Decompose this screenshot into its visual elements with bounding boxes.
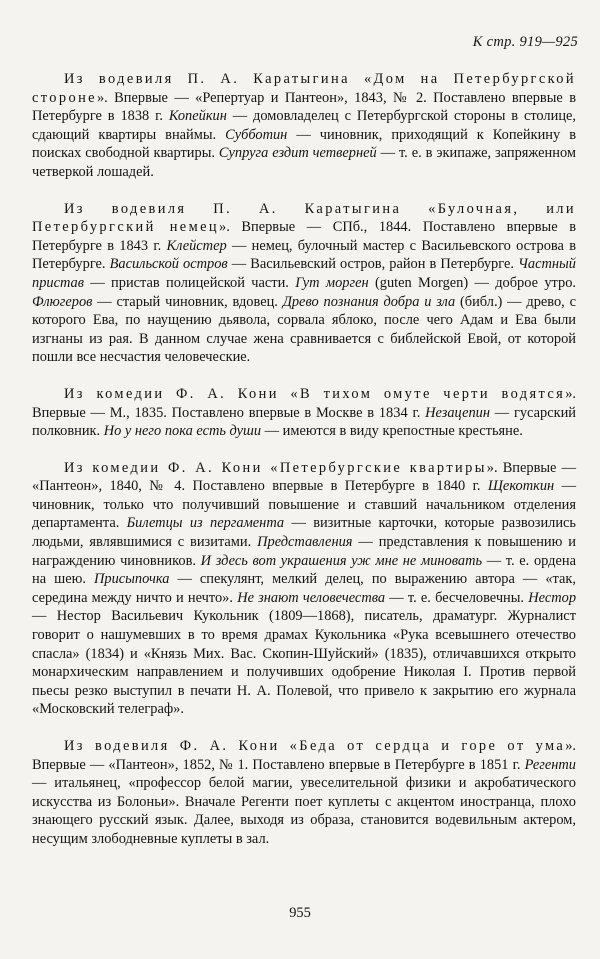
spaced-title: Из водевиля П. А. Каратыгина « (64, 71, 374, 87)
spaced-title: Из комедии Ф. А. Кони « (64, 459, 280, 476)
page-reference-header: К стр. 919—925 (472, 34, 578, 50)
italic-term: Супруга ездит четверней (218, 145, 377, 162)
page-number: 955 (289, 905, 311, 921)
text-run: — т. е. ордена на шею. (32, 552, 576, 588)
text-run: — визитные карточки, которые развозились людьми, являвшимися с визитами. (32, 515, 576, 551)
italic-term: Васильской остров (109, 256, 228, 273)
spaced-title: Дом на Петербургской стороне (32, 71, 576, 106)
text-run: (библ.) — древо, с которого Ева, по наущению дьявола, сорвала яблоко, после чего Адам и Ева были изгнаны из рая. В данном случае жена сравнивается с библейской Евой, от которой пошли все несчастия человеческие. (32, 293, 576, 366)
italic-term: Присыпочка (94, 571, 170, 588)
text-run: (guten Morgen) — доброе утро. (368, 274, 576, 291)
text-run: ». Впервые — «Пантеон», 1852, № 1. Поставлено впервые в Петербурге в 1851 г. (32, 738, 577, 773)
italic-term: Регенти (524, 756, 576, 773)
italic-term: Субботин (225, 126, 288, 143)
paragraph-koni-beda-ot-serdtsa (32, 737, 576, 849)
paragraph-koni-v-tikhom-omute (32, 385, 576, 441)
text-run: — пристав полицейской части. (83, 274, 296, 291)
text-run: ». Впервые — СПб., 1844. Поставлено впервые в Петербурге в 1843 г. (32, 219, 577, 254)
text-run: — представления к повышению и награждению чиновников. (32, 534, 576, 569)
spaced-title: Беда от сердца и горе от ума (299, 738, 566, 754)
text-run: — домовладелец с Петербургской стороны в столице, сдающий квартиры внаймы. (32, 108, 577, 143)
spaced-title: Из водевиля П. А. Каратыгина « (64, 200, 438, 217)
text-run: — чиновник, только что получивший повышение и ставший начальником отделения департамента. (32, 478, 576, 532)
text-run: ». Впервые — «Репертуар и Пантеон», 1843, № 2. Поставлено впервые в Петербурге в 1838 г. (32, 89, 576, 125)
italic-term: Клейстер (166, 237, 227, 254)
text-run: — итальянец, «профессор белой магии, увеселительной физики и акробатического искусства из Болоньи». Вначале Регенти поет куплеты с акцентом иностранца, плохо знающего русский язык. Далее, выходя из образа, становится водевильным актером, несущим злободневные куплеты в зал. (32, 775, 576, 847)
italic-term: Но у него пока есть души (103, 423, 262, 440)
paragraph-koni-peterburgskie-kvartiry (32, 459, 576, 719)
spaced-title: Булочная, или Петербургский немец (32, 200, 576, 236)
italic-term: И здесь вот украшения уж мне не миновать (200, 552, 483, 569)
paragraph-karatygin-dom (32, 70, 576, 182)
text-run: — т. е. в экипаже, запряженном четверкой лошадей. (32, 145, 576, 180)
paragraph-karatygin-bulochnaya (32, 200, 576, 367)
text-run: — немец, булочный мастер с Васильевского острова в Петербурге. (32, 237, 576, 273)
text-run: — спекулянт, мелкий делец, по выражению автора — «так, середина между ничто и нечто». (32, 571, 576, 606)
italic-term: Билетцы из пергамента (126, 515, 285, 532)
italic-term: Не знают человечества (237, 589, 386, 606)
italic-term: Нестор (528, 589, 577, 606)
commentary-body (32, 70, 576, 867)
italic-term: Щекоткин (487, 478, 555, 495)
text-run: — гусарский полковник. (32, 404, 576, 440)
text-run: — т. е. бесчеловечны. (385, 589, 529, 606)
text-run: — старый чиновник, вдовец. (92, 293, 283, 310)
italic-term: Незацепин (425, 404, 490, 421)
italic-term: Копейкин (168, 108, 227, 125)
text-run: ». Впервые — М., 1835. Поставлено впервые в Москве в 1834 г. (32, 385, 576, 421)
text-run: — чиновник, приходящий к Копейкину в поисках свободной квартиры. (32, 126, 576, 162)
text-run: — Васильевский остров, район в Петербурге. (227, 256, 519, 273)
text-run: — имеются в виду крепостные крестьяне. (261, 423, 523, 440)
italic-term: Древо познания добра и зла (282, 293, 456, 310)
spaced-title: Из водевиля Ф. А. Кони « (64, 738, 300, 754)
text-run: — Нестор Васильевич Кукольник (1809—1868), писатель, драматург. Журналист говорит о нашумевших в то время драмах Кукольника «Рука всевышнего отечество спасла» (1834) и «Князь Мих. Вас. Скопин-Шуйский» (1835), отличавшихся открыто монархическим направлением и получивших одобрение Николая I. Против первой пьесы резко выступил в печати Н. А. Полевой, что привело к закрытию его журнала «Московский телеграф». (32, 608, 576, 718)
italic-term: Флюгеров (32, 293, 93, 310)
text-run: ». Впервые — «Пантеон», 1840, № 4. Поставлено впервые в Петербурге в 1840 г. (32, 459, 576, 495)
italic-term: Частный пристав (32, 256, 576, 291)
italic-term: Гут морген (295, 274, 369, 291)
spaced-title: В тихом омуте черти водятся (300, 385, 566, 402)
spaced-title: Из комедии Ф. А. Кони « (64, 385, 301, 402)
spaced-title: Петербургские квартиры (279, 459, 487, 476)
italic-term: Представления (257, 534, 353, 551)
